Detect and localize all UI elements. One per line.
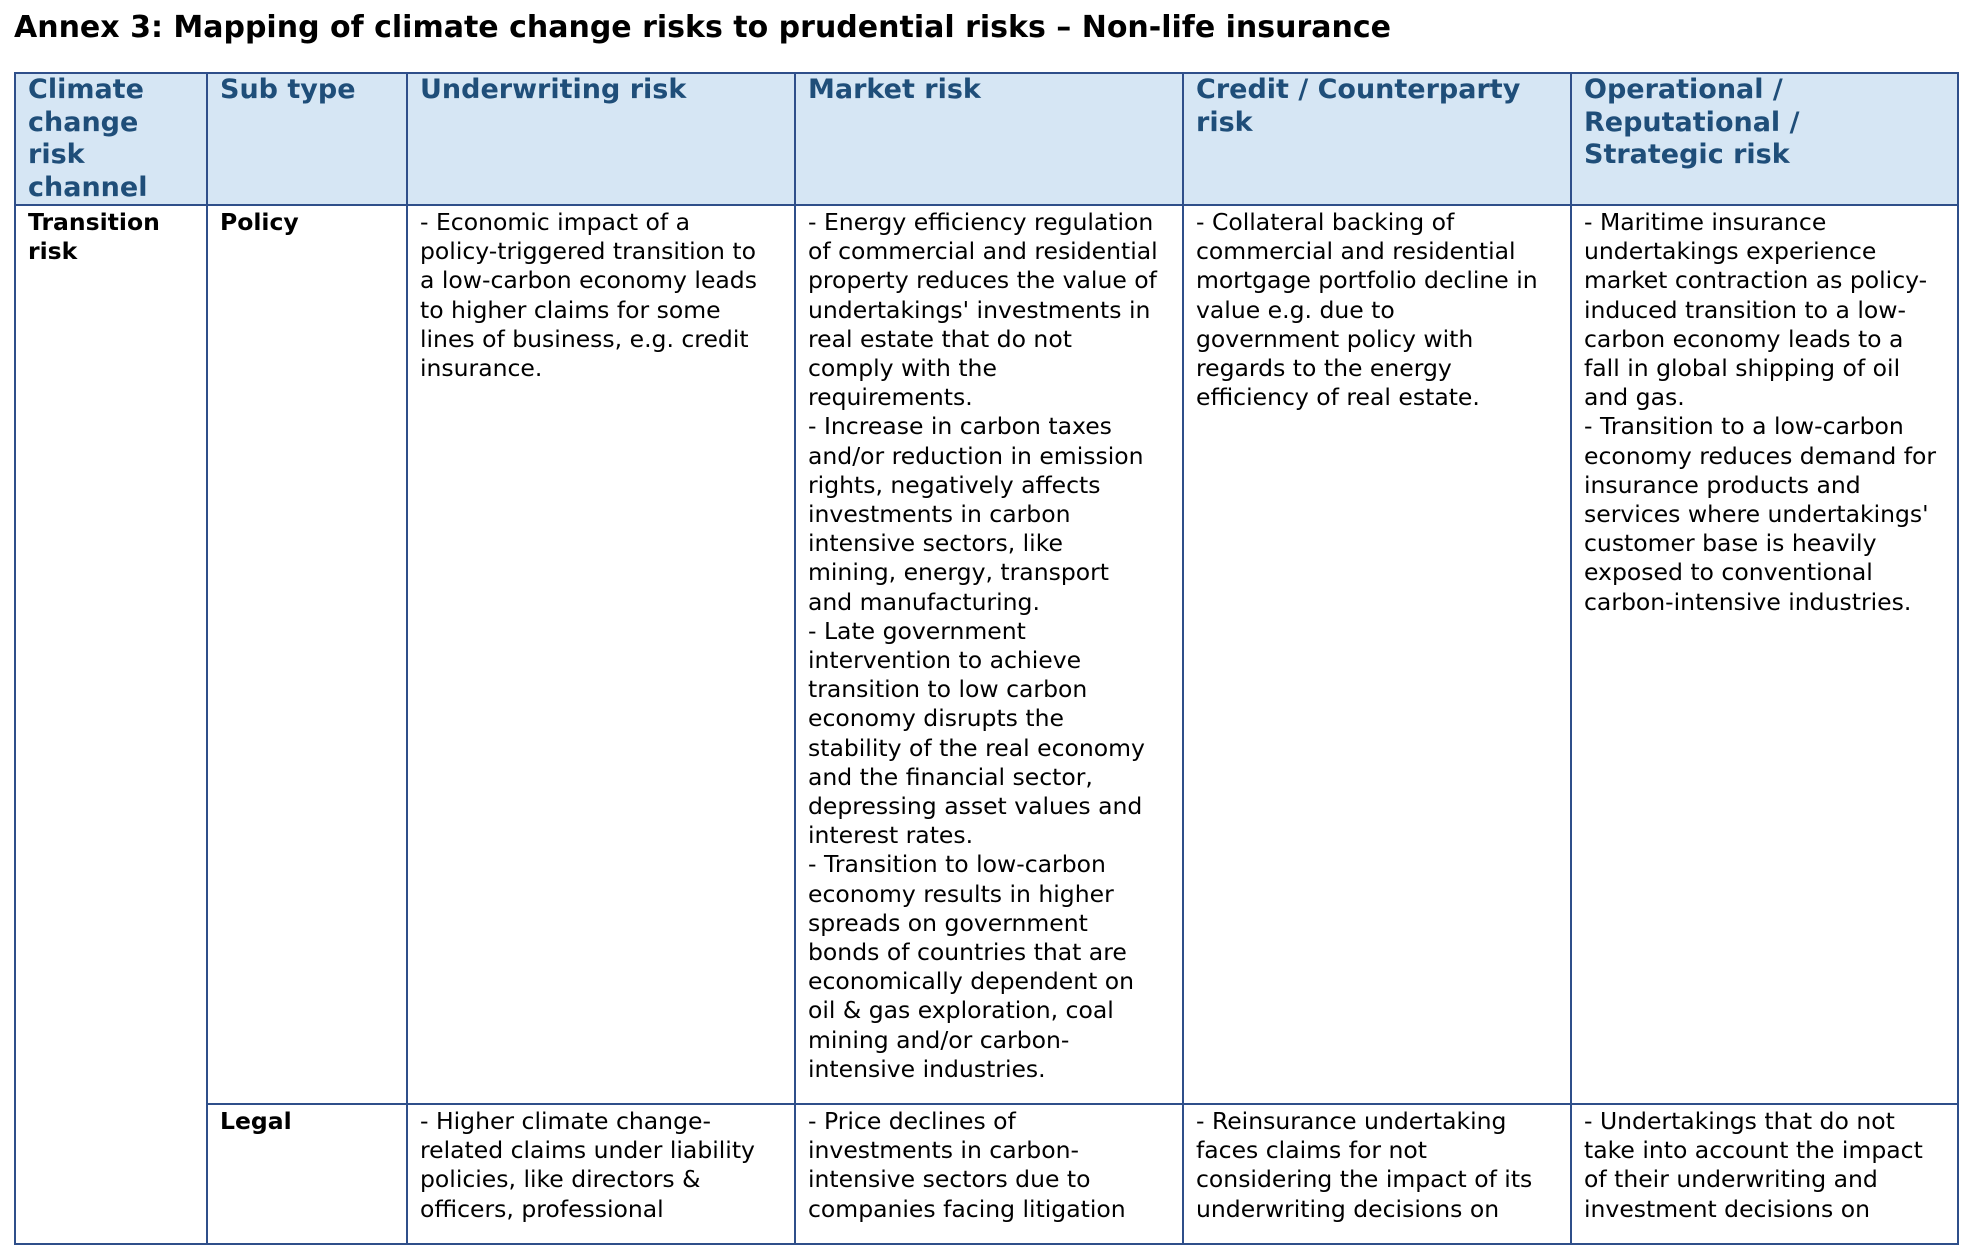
header-underwriting-risk xyxy=(407,73,795,205)
text-line: risk xyxy=(28,237,78,266)
text-line: and manufacturing. xyxy=(808,587,1040,616)
text-line: economy disrupts the xyxy=(808,704,1064,733)
text-line: investments in carbon xyxy=(808,500,1071,529)
table-row-legal xyxy=(15,1104,1958,1244)
text-line: change xyxy=(28,106,139,138)
text-line: undertakings experience xyxy=(1584,237,1877,266)
legal-credit-cell xyxy=(1183,1104,1571,1244)
subtype-legal: Legal xyxy=(207,1104,407,1244)
text-line: - Energy efficiency regulation xyxy=(808,208,1154,236)
policy-underwriting-cell xyxy=(407,205,795,1104)
page-title: Annex 3: Mapping of climate change risks to prudential risks – Non-life insurance xyxy=(14,10,1392,45)
text-line: government policy with xyxy=(1196,324,1474,353)
text-line: faces claims for not xyxy=(1196,1136,1428,1165)
text-line: and gas. xyxy=(1584,383,1685,412)
text-line: carbon-intensive industries. xyxy=(1584,587,1912,616)
legal-underwriting-cell xyxy=(407,1104,795,1244)
text-line: Credit / Counterparty xyxy=(1196,74,1521,105)
text-line: economy reduces demand for xyxy=(1584,441,1937,470)
text-line: - Economic impact of a xyxy=(420,208,691,236)
text-line: interest rates. xyxy=(808,821,974,850)
text-line: insurance. xyxy=(420,354,543,383)
text-line: take into account the impact xyxy=(1584,1136,1923,1165)
text-line: - Maritime insurance xyxy=(1584,208,1827,236)
text-line: mining, energy, transport xyxy=(808,558,1110,587)
table-header-row xyxy=(15,73,1958,205)
text-line: insurance products and xyxy=(1584,470,1861,499)
text-line: regards to the energy xyxy=(1196,354,1452,383)
text-line: commercial and residential xyxy=(1196,237,1516,266)
text-line: - Transition to low-carbon xyxy=(808,850,1106,879)
header-credit-counterparty-risk xyxy=(1183,73,1571,205)
text-line: intensive sectors, like xyxy=(808,529,1063,558)
text-line: oil & gas exploration, coal xyxy=(808,996,1114,1025)
text-line: exposed to conventional xyxy=(1584,558,1873,587)
text-line: requirements. xyxy=(808,383,973,412)
text-line: value e.g. due to xyxy=(1196,295,1395,324)
text-line: officers, professional xyxy=(420,1194,664,1223)
text-line: lines of business, e.g. credit xyxy=(420,324,749,353)
text-line: policies, like directors & xyxy=(420,1165,701,1194)
text-line: stability of the real economy xyxy=(808,733,1145,762)
text-line: - Increase in carbon taxes xyxy=(808,412,1112,441)
text-line: - Price declines of xyxy=(808,1107,1016,1135)
text-line: mining and/or carbon- xyxy=(808,1025,1070,1054)
text-line: Underwriting risk xyxy=(420,74,687,105)
text-line: mortgage portfolio decline in xyxy=(1196,266,1538,295)
text-line: and the financial sector, xyxy=(808,762,1093,791)
text-line: economically dependent on xyxy=(808,967,1135,996)
text-line: Sub type xyxy=(220,74,356,105)
header-operational-reputational-strategic-risk xyxy=(1571,73,1958,205)
policy-operational-cell xyxy=(1571,205,1958,1104)
text-line: related claims under liability xyxy=(420,1136,755,1165)
text-line: - Collateral backing of xyxy=(1196,208,1455,236)
text-line: spreads on government xyxy=(808,908,1088,937)
text-line: of their underwriting and xyxy=(1584,1165,1878,1194)
header-sub-type xyxy=(207,73,407,205)
text-line: to higher claims for some xyxy=(420,295,721,324)
text-line: bonds of countries that are xyxy=(808,938,1127,967)
text-line: Reputational / xyxy=(1584,106,1800,138)
text-line: risk xyxy=(28,139,85,170)
text-line: undertakings' investments in xyxy=(808,295,1151,324)
text-line: - Late government xyxy=(808,616,1026,645)
text-line: market contraction as policy- xyxy=(1584,266,1928,295)
text-line: customer base is heavily xyxy=(1584,529,1877,558)
text-line: channel xyxy=(28,171,148,203)
text-line: and/or reduction in emission xyxy=(808,441,1144,470)
subtype-policy: Policy xyxy=(207,205,407,1104)
text-line: depressing asset values and xyxy=(808,792,1143,821)
policy-credit-cell xyxy=(1183,205,1571,1104)
text-line: - Higher climate change- xyxy=(420,1107,711,1135)
text-line: intensive industries. xyxy=(808,1054,1046,1083)
text-line: of commercial and residential xyxy=(808,237,1158,266)
policy-market-cell xyxy=(795,205,1183,1104)
text-line: property reduces the value of xyxy=(808,266,1157,295)
text-line: intensive sectors due to xyxy=(808,1165,1091,1194)
text-line: considering the impact of its xyxy=(1196,1165,1533,1194)
text-line: - Undertakings that do not xyxy=(1584,1107,1895,1135)
text-line: a low-carbon economy leads xyxy=(420,266,757,295)
text-line: - Transition to a low-carbon xyxy=(1584,412,1904,441)
legal-operational-cell xyxy=(1571,1104,1958,1244)
header-climate-change-risk-channel xyxy=(15,73,207,205)
text-line: Climate xyxy=(28,74,144,105)
text-line: Market risk xyxy=(808,74,981,105)
text-line: services where undertakings' xyxy=(1584,500,1929,529)
text-line: risk xyxy=(1196,106,1253,138)
legal-market-cell xyxy=(795,1104,1183,1244)
text-line: - Reinsurance undertaking xyxy=(1196,1107,1507,1135)
channel-transition-risk xyxy=(15,205,207,1244)
text-line: real estate that do not xyxy=(808,324,1072,353)
text-line: policy-triggered transition to xyxy=(420,237,756,266)
text-line: transition to low carbon xyxy=(808,675,1088,704)
text-line: Transition xyxy=(28,208,160,236)
text-line: underwriting decisions on xyxy=(1196,1194,1500,1223)
text-line: rights, negatively affects xyxy=(808,470,1101,499)
text-line: comply with the xyxy=(808,354,997,383)
text-line: efficiency of real estate. xyxy=(1196,383,1480,412)
text-line: fall in global shipping of oil xyxy=(1584,354,1901,383)
risk-mapping-table xyxy=(14,72,1959,1245)
text-line: carbon economy leads to a xyxy=(1584,324,1904,353)
header-market-risk xyxy=(795,73,1183,205)
text-line: companies facing litigation xyxy=(808,1194,1126,1223)
text-line: induced transition to a low- xyxy=(1584,295,1906,324)
text-line: intervention to achieve xyxy=(808,646,1082,675)
table-row-policy xyxy=(15,205,1958,1104)
text-line: Strategic risk xyxy=(1584,139,1790,170)
text-line: investment decisions on xyxy=(1584,1194,1871,1223)
text-line: economy results in higher xyxy=(808,879,1114,908)
text-line: investments in carbon- xyxy=(808,1136,1079,1165)
text-line: Operational / xyxy=(1584,74,1783,105)
